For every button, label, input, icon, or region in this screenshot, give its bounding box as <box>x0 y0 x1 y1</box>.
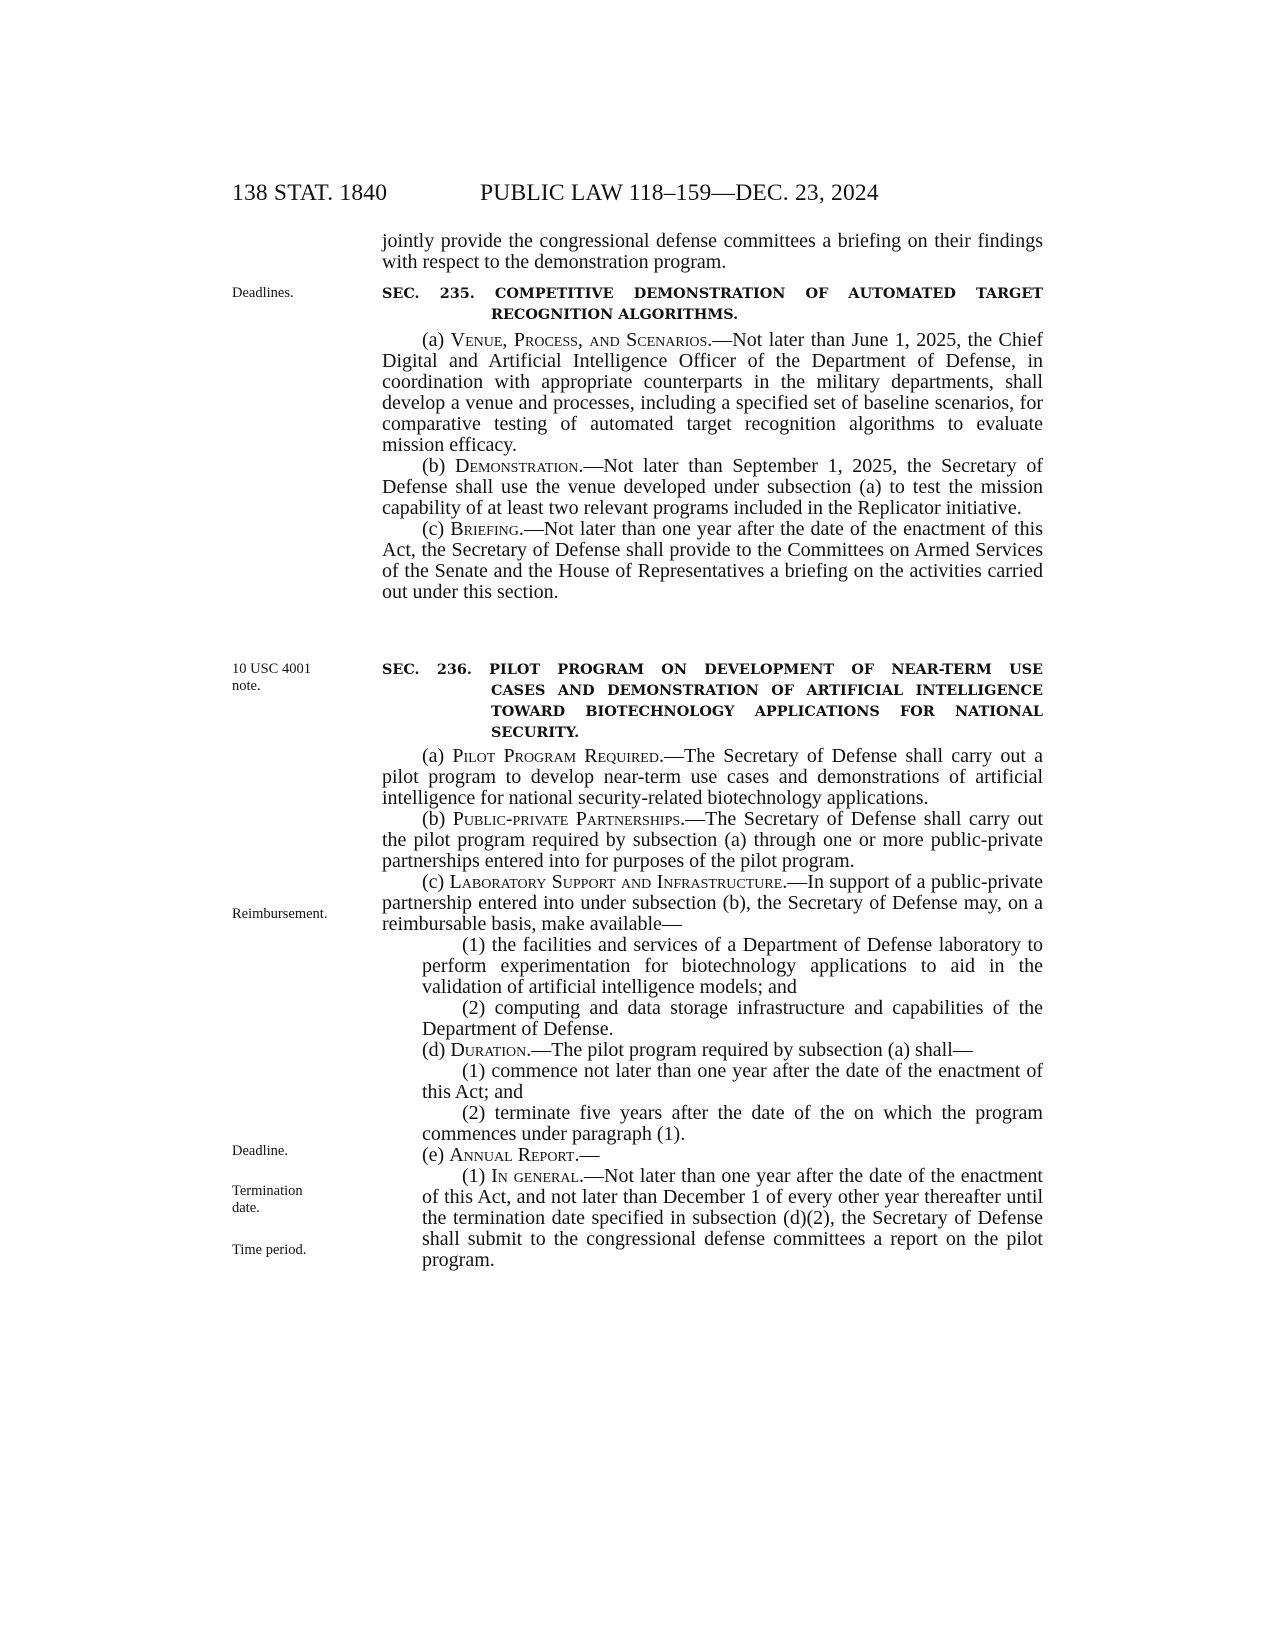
sec-236-d-label: (d) <box>422 1039 451 1061</box>
sec-236-b-text: .—The Secretary of Defense shall carry out the pilot program required by subsection (a) through one or more public-private partnerships entered into for purposes of the pilot program. <box>382 808 1044 872</box>
sec-235-c-label: (c) <box>422 518 451 540</box>
sec-236-b-label: (b) <box>422 808 453 830</box>
sec-236-body <box>382 746 1043 1271</box>
page-reference: 138 STAT. 1840 <box>232 180 388 206</box>
sec-236-e-heading: Annual Report <box>449 1144 575 1166</box>
margin-note-termination-line2: date. <box>232 1200 260 1216</box>
sec-235-a-heading: Venue, Process, and Scenarios <box>450 329 708 351</box>
margin-note-usc-line1: 10 USC 4001 <box>232 661 311 677</box>
sec-235-b-heading: Demonstration <box>455 455 579 477</box>
page-title: PUBLIC LAW 118–159—DEC. 23, 2024 <box>480 180 879 206</box>
sec-236-paragraph-d2: (2) terminate five years after the date of the on which the program commences under paragraph (1). <box>422 1102 1043 1145</box>
sec-236-e1-heading: In general <box>491 1165 580 1187</box>
sec-236-c-text: .—In support of a public-private partnership entered into under subsection (b), the Secretary of Defense may, on a reimbursable basis, make available— <box>382 871 1044 935</box>
sec-236-paragraph-c2: (2) computing and data storage infrastructure and capabilities of the Department of Defense. <box>422 997 1043 1040</box>
sec-235-c-text: .—Not later than one year after the date of the enactment of this Act, the Secretary of Defense shall provide to the Committees on Armed Services of the Senate and the House of Representatives a briefing on the activities carried out under this section. <box>382 518 1043 603</box>
sec-236-e-label: (e) <box>422 1144 450 1166</box>
sec-236-subsection-b <box>382 809 1043 872</box>
sec-236-heading <box>382 659 1043 743</box>
sec-236-e-text: .— <box>574 1144 600 1166</box>
margin-note-reimbursement: Reimbursement. <box>232 906 328 922</box>
sec-236-heading-line1: SEC. 236. PILOT PROGRAM ON DEVELOPMENT OF NEAR-TERM USE <box>382 661 1043 678</box>
margin-note-termination <box>232 1183 303 1217</box>
margin-note-termination-line1: Termination <box>232 1183 303 1199</box>
sec-236-a-label: (a) <box>422 745 453 767</box>
margin-note-usc-line2: note. <box>232 678 261 694</box>
sec-236-heading-rest: CASES AND DEMONSTRATION OF ARTIFICIAL INTELLIGENCE TOWARD BIOTECHNOLOGY APPLICATIONS FOR NATIONAL SECURITY. <box>491 682 1043 741</box>
sec-235-heading-line1: SEC. 235. COMPETITIVE DEMONSTRATION OF AUTOMATED TARGET <box>382 285 1043 302</box>
sec-236-paragraph-c1: (1) the facilities and services of a Department of Defense laboratory to perform experimentation for biotechnology applications to aid in the validation of artificial intelligence models; and <box>422 934 1043 998</box>
sec-236-subsection-e <box>382 1145 1043 1166</box>
sec-236-paragraph-e1 <box>382 1166 1043 1271</box>
sec-235-b-text: .—Not later than September 1, 2025, the Secretary of Defense shall use the venue developed under subsection (a) to test the mission capability of at least two relevant programs included in the Replicator initiative. <box>382 455 1043 519</box>
sec-236-a-text: .—The Secretary of Defense shall carry out a pilot program to develop near-term use cases and demonstrations of artificial intelligence for national security-related biotechnology applications. <box>382 745 1044 809</box>
sec-235-c-heading: Briefing <box>450 518 519 540</box>
intro-block <box>382 231 1043 273</box>
sec-236-e1-text: .—Not later than one year after the date of the enactment of this Act, and not later than December 1 of every other year thereafter until the termination date specified in subsection (d)(2), the Secretary of Defense shall submit to the congressional defense committees a report on the pilot program. <box>422 1165 1043 1271</box>
sec-235-a-text: .—Not later than June 1, 2025, the Chief Digital and Artificial Intelligence Officer of the Department of Defense, in coordination with appropriate counterparts in the military departments, shall develop a venue and processes, including a specified set of baseline scenarios, for comparative testing of automated target recognition algorithms to evaluate mission efficacy. <box>382 329 1043 456</box>
sec-236-b-heading: Public-private Partnerships <box>452 808 681 830</box>
sec-236-a-heading: Pilot Program Required <box>452 745 659 767</box>
sec-235-heading-line2: RECOGNITION ALGORITHMS. <box>491 306 739 323</box>
sec-235-heading <box>382 283 1043 325</box>
sec-235-subsection-a <box>382 330 1043 456</box>
sec-236-d-text: .—The pilot program required by subsection (a) shall— <box>526 1039 973 1061</box>
sec-236-e1-label: (1) <box>462 1165 492 1187</box>
margin-note-usc <box>232 661 311 695</box>
sec-236-d-heading: Duration <box>450 1039 527 1061</box>
margin-note-deadlines: Deadlines. <box>232 285 294 301</box>
sec-236-subsection-d <box>382 1040 1043 1061</box>
sec-235-subsection-c <box>382 519 1043 603</box>
sec-236-c-label: (c) <box>422 871 450 893</box>
sec-235-a-label: (a) <box>422 329 451 351</box>
sec-236-subsection-a <box>382 746 1043 809</box>
sec-236-subsection-c <box>382 872 1043 935</box>
sec-235-b-label: (b) <box>422 455 456 477</box>
margin-note-deadline: Deadline. <box>232 1143 288 1159</box>
intro-paragraph: jointly provide the congressional defense committees a briefing on their findings with respect to the demonstration program. <box>382 230 1043 273</box>
margin-note-time-period: Time period. <box>232 1242 307 1258</box>
sec-235-subsection-b <box>382 456 1043 519</box>
sec-236-c-heading: Laboratory Support and Infrastructure <box>449 871 783 893</box>
sec-235-body <box>382 330 1043 603</box>
sec-236-paragraph-d1: (1) commence not later than one year after the date of the enactment of this Act; and <box>422 1060 1043 1103</box>
